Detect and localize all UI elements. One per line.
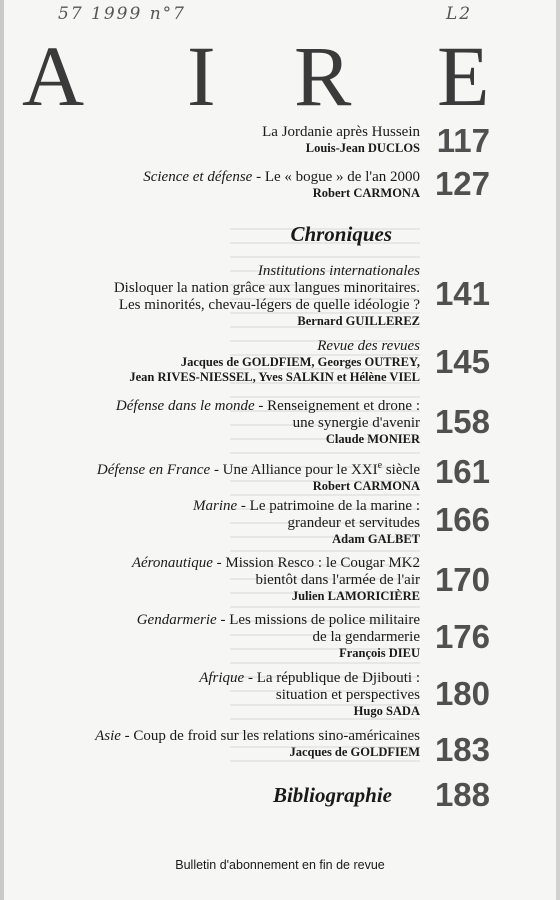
- page-number: 166: [434, 501, 490, 538]
- masthead-letter: R: [294, 28, 352, 124]
- toc-entry: [20, 670, 420, 719]
- page-number: 158: [434, 403, 490, 440]
- scan-edge-right: [556, 0, 560, 900]
- entry-author: Jacques de GOLDFIEM: [289, 745, 420, 759]
- toc-entry: [20, 457, 420, 494]
- section-heading-chroniques: Chroniques: [290, 222, 392, 246]
- entry-rubric: Revue des revues: [317, 338, 420, 354]
- entry-title: - Les missions de police militaire: [216, 612, 420, 628]
- entry-title-end: siècle: [382, 462, 420, 478]
- toc-entry: [20, 124, 420, 156]
- entry-rubric: Défense en France: [96, 462, 211, 478]
- masthead-letter: E: [437, 28, 490, 124]
- entry-rubric: Marine: [192, 498, 238, 514]
- entry-title: - Une Alliance pour le XXI: [210, 462, 378, 478]
- page-number: 161: [434, 453, 490, 490]
- toc-entry: [20, 338, 420, 385]
- handwritten-note-right: L2: [446, 4, 473, 24]
- entry-rubric: Science et défense: [143, 169, 253, 185]
- page-number: 180: [434, 675, 490, 712]
- entry-title-line: une synergie d'avenir: [292, 415, 420, 431]
- entry-author: Hugo SADA: [353, 704, 420, 718]
- entry-author: Claude MONIER: [325, 432, 420, 446]
- section-heading-bibliographie: Bibliographie: [272, 783, 392, 807]
- scan-edge-left: [0, 0, 4, 900]
- page-number: 170: [434, 561, 490, 598]
- entry-rubric: Asie: [95, 728, 121, 744]
- entry-author: Jacques de GOLDFIEM, Georges OUTREY,: [180, 355, 420, 369]
- entry-author: Julien LAMORICIÈRE: [291, 589, 420, 603]
- entry-author: François DIEU: [339, 646, 420, 660]
- handwritten-note-left: 57 1999 n°7: [58, 4, 186, 24]
- entry-title: - Renseignement et drone :: [254, 398, 420, 414]
- toc-entry: [20, 398, 420, 447]
- page-number: 127: [434, 165, 490, 202]
- masthead-letter: I: [187, 28, 216, 124]
- masthead-letter: A: [22, 28, 85, 124]
- toc-entry: [20, 498, 420, 547]
- handwritten-note: [58, 4, 473, 24]
- entry-title-line: Disloquer la nation grâce aux langues minoritaires.: [113, 280, 420, 296]
- page-number: 141: [434, 275, 490, 312]
- subscription-footer: Bulletin d'abonnement en fin de revue: [175, 858, 385, 872]
- entry-title: - Le « bogue » de l'an 2000: [252, 169, 420, 185]
- page-number: 117: [436, 122, 490, 159]
- entry-title: - Mission Resco : le Cougar MK2: [212, 555, 420, 571]
- entry-title-line: Les minorités, chevau-légers de quelle idéologie ?: [118, 297, 420, 313]
- entry-title: - La république de Djibouti :: [244, 670, 420, 686]
- entry-title-line: grandeur et servitudes: [287, 515, 420, 531]
- page-number: 183: [434, 731, 490, 768]
- page-number: 188: [434, 776, 490, 813]
- entry-title: - Coup de froid sur les relations sino-américaines: [120, 728, 420, 744]
- entry-title-line: bientôt dans l'armée de l'air: [255, 572, 420, 588]
- entry-author: Robert CARMONA: [312, 479, 420, 493]
- entry-title: - Le patrimoine de la marine :: [237, 498, 420, 514]
- entry-author: Robert CARMONA: [312, 186, 420, 200]
- entry-title-superscript: e: [377, 460, 383, 471]
- toc-entry: [20, 728, 420, 760]
- entry-rubric: Afrique: [199, 670, 245, 686]
- toc-entry: [20, 555, 420, 604]
- page-number: 145: [434, 343, 490, 380]
- entry-author: Jean RIVES-NIESSEL, Yves SALKIN et Hélène VIEL: [129, 370, 420, 384]
- toc-entry: [20, 169, 420, 201]
- journal-masthead: [22, 28, 534, 124]
- entry-rubric: Aéronautique: [131, 555, 213, 571]
- entry-rubric: Défense dans le monde: [115, 398, 255, 414]
- entry-rubric: Institutions internationales: [257, 263, 420, 279]
- entry-rubric: Gendarmerie: [136, 612, 217, 628]
- entry-author: Louis-Jean DUCLOS: [305, 141, 420, 155]
- entry-title-line: situation et perspectives: [275, 687, 420, 703]
- entry-title-line: de la gendarmerie: [312, 629, 420, 645]
- entry-title: La Jordanie après Hussein: [262, 124, 420, 140]
- entry-author: Bernard GUILLEREZ: [297, 314, 420, 328]
- toc-entry: [20, 263, 420, 329]
- entry-author: Adam GALBET: [332, 532, 420, 546]
- page-number: 176: [434, 618, 490, 655]
- toc-entry: [20, 612, 420, 661]
